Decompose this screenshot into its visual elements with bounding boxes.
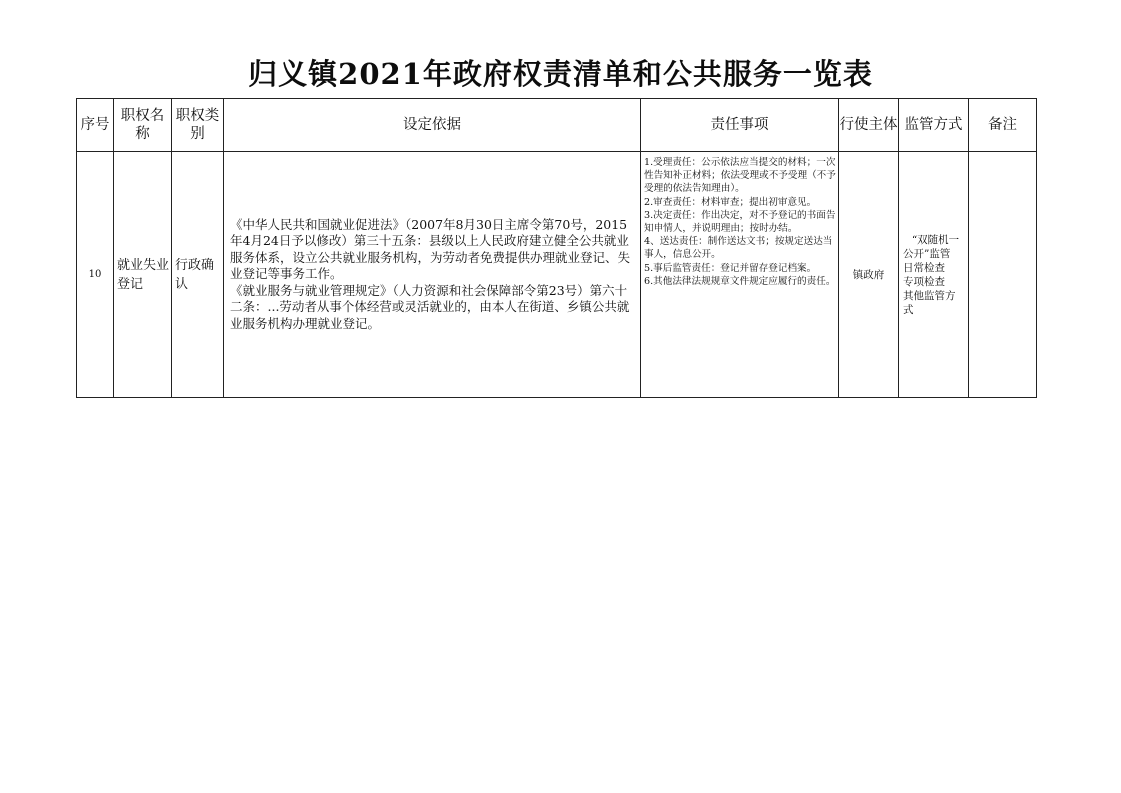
cell-subject: 镇政府	[839, 152, 899, 398]
cell-remarks	[969, 152, 1037, 398]
header-responsibility: 责任事项	[641, 99, 839, 152]
basis-paragraph: 《就业服务与就业管理规定》（人力资源和社会保障部令第23号）第六十二条：...劳动者从事个体经营或灵活就业的，由本人在街道、乡镇公共就业服务机构办理就业登记。	[230, 282, 630, 331]
header-supervision: 监管方式	[899, 99, 969, 152]
responsibility-item: 4、送达责任：制作送达文书；按规定送达当事人，信息公开。	[644, 236, 833, 261]
cell-basis	[224, 152, 641, 398]
supervision-line: “双随机一	[911, 233, 960, 246]
header-subject: 行使主体	[839, 99, 899, 152]
supervision-line: 日常检查	[903, 261, 945, 274]
supervision-line: 公开”监管	[903, 247, 951, 260]
cell-responsibility	[641, 152, 839, 398]
basis-paragraph: 《中华人民共和国就业促进法》（2007年8月30日主席令第70号，2015年4月24日予以修改）第三十五条：县级以上人民政府建立健全公共就业服务体系，设立公共就业服务机构，为劳动者免费提供办理就业登记、失业登记等事务工作。	[230, 216, 631, 282]
cell-seq: 10	[77, 152, 114, 398]
duty-list-table	[76, 98, 1037, 398]
responsibility-item: 2.审查责任：材料审查；提出初审意见。	[644, 196, 817, 208]
responsibility-item: 3.决定责任：作出决定，对不予登记的书面告知申情人，并说明理由；按时办结。	[644, 209, 836, 235]
supervision-line: 式	[903, 303, 914, 316]
header-remarks: 备注	[969, 99, 1037, 152]
header-name: 职权名称	[114, 99, 172, 152]
cell-supervision	[899, 152, 969, 398]
supervision-line: 专项检查	[903, 275, 945, 288]
responsibility-item: 5.事后监管责任：登记并留存登记档案。	[644, 262, 817, 274]
table-header-row	[77, 99, 1037, 152]
page-title: 归义镇2021年政府权责清单和公共服务一览表	[248, 57, 873, 91]
responsibility-item: 6.其他法律法规规章文件规定应履行的责任。	[644, 275, 836, 287]
responsibility-item: 1.受理责任：公示依法应当提交的材料；一次性告知补正材料；依法受理或不予受理（不予受理的依法告知理由）。	[644, 157, 836, 195]
cell-type: 行政确认	[172, 152, 224, 398]
supervision-line: 其他监管方	[903, 289, 956, 302]
header-seq: 序号	[77, 99, 114, 152]
header-type: 职权类别	[172, 99, 224, 152]
table-row	[77, 152, 1037, 398]
header-basis: 设定依据	[224, 99, 641, 152]
cell-name: 就业失业登记	[114, 152, 172, 398]
